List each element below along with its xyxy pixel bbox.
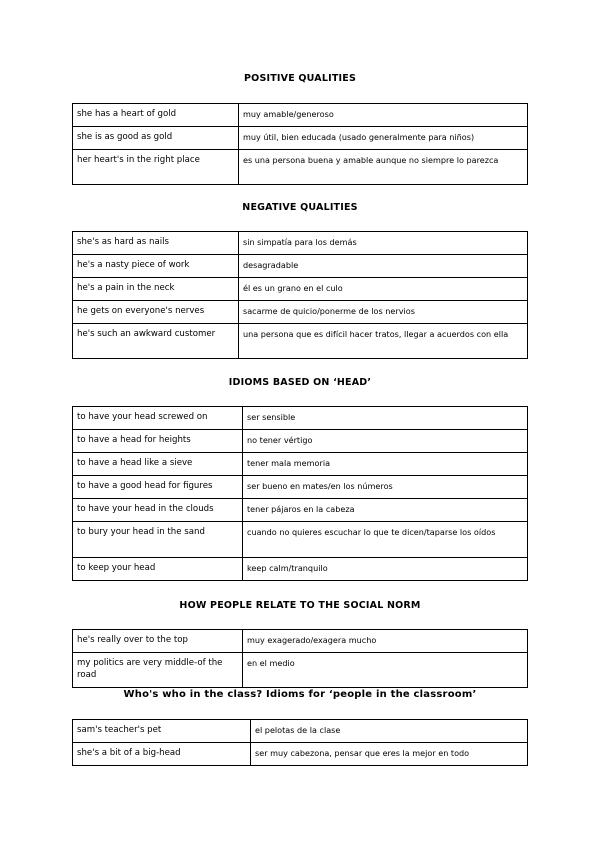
- idiom-cell: she is as good as gold: [73, 127, 239, 150]
- idiom-cell: he's really over to the top: [73, 630, 243, 653]
- idiom-cell: he's a nasty piece of work: [73, 255, 239, 278]
- idiom-cell: he's a pain in the neck: [73, 278, 239, 301]
- meaning-cell: ser muy cabezona, pensar que eres la mejor en todo: [251, 743, 528, 766]
- idiom-cell: she has a heart of gold: [73, 104, 239, 127]
- idiom-cell: she's as hard as nails: [73, 232, 239, 255]
- meaning-cell: muy amable/generoso: [239, 104, 528, 127]
- meaning-cell: el pelotas de la clase: [251, 720, 528, 743]
- table-row: [73, 150, 528, 185]
- idiom-cell: my politics are very middle-of the road: [73, 653, 243, 688]
- table-row: [73, 558, 528, 581]
- meaning-cell: en el medio: [243, 653, 528, 688]
- idiom-cell: her heart's in the right place: [73, 150, 239, 185]
- idiom-cell: to bury your head in the sand: [73, 522, 243, 558]
- table-row: [73, 720, 528, 743]
- table-row: [73, 630, 528, 653]
- meaning-cell: muy exagerado/exagera mucho: [243, 630, 528, 653]
- table-classroom: [72, 719, 528, 766]
- meaning-cell: desagradable: [239, 255, 528, 278]
- idiom-cell: to have a head for heights: [73, 430, 243, 453]
- meaning-cell: keep calm/tranquilo: [243, 558, 528, 581]
- table-row: [73, 278, 528, 301]
- table-positive-qualities: [72, 103, 528, 185]
- meaning-cell: muy útil, bien educada (usado generalmente para niños): [239, 127, 528, 150]
- table-negative-qualities: [72, 231, 528, 359]
- table-row: [73, 407, 528, 430]
- idiom-cell: to have your head screwed on: [73, 407, 243, 430]
- table-social-norm: [72, 629, 528, 688]
- table-row: [73, 653, 528, 688]
- section-heading-idioms-head: IDIOMS BASED ON ‘HEAD’: [228, 377, 372, 388]
- idiom-cell: she's a bit of a big-head: [73, 743, 251, 766]
- section-heading-negative-qualities: NEGATIVE QUALITIES: [242, 202, 358, 213]
- meaning-cell: ser bueno en mates/en los números: [243, 476, 528, 499]
- idiom-cell: to have your head in the clouds: [73, 499, 243, 522]
- table-row: [73, 453, 528, 476]
- meaning-cell: ser sensible: [243, 407, 528, 430]
- section-heading-positive-qualities: POSITIVE QUALITIES: [244, 73, 356, 84]
- table-row: [73, 255, 528, 278]
- idiom-cell: he's such an awkward customer: [73, 324, 239, 359]
- idiom-cell: sam's teacher's pet: [73, 720, 251, 743]
- idiom-cell: he gets on everyone's nerves: [73, 301, 239, 324]
- idiom-cell: to have a good head for figures: [73, 476, 243, 499]
- table-idioms-head: [72, 406, 528, 581]
- section-heading-classroom: Who's who in the class? Idioms for ‘people in the classroom’: [123, 689, 477, 700]
- table-row: [73, 430, 528, 453]
- table-row: [73, 522, 528, 558]
- section-heading-social-norm: HOW PEOPLE RELATE TO THE SOCIAL NORM: [179, 600, 421, 611]
- table-row: [73, 232, 528, 255]
- table-row: [73, 104, 528, 127]
- idiom-cell: to have a head like a sieve: [73, 453, 243, 476]
- meaning-cell: es una persona buena y amable aunque no siempre lo parezca: [239, 150, 528, 185]
- meaning-cell: él es un grano en el culo: [239, 278, 528, 301]
- table-row: [73, 127, 528, 150]
- idiom-cell: to keep your head: [73, 558, 243, 581]
- meaning-cell: tener mala memoria: [243, 453, 528, 476]
- table-row: [73, 324, 528, 359]
- table-row: [73, 499, 528, 522]
- meaning-cell: sacarme de quicio/ponerme de los nervios: [239, 301, 528, 324]
- meaning-cell: cuando no quieres escuchar lo que te dicen/taparse los oídos: [243, 522, 528, 558]
- meaning-cell: no tener vértigo: [243, 430, 528, 453]
- table-row: [73, 743, 528, 766]
- table-row: [73, 301, 528, 324]
- meaning-cell: una persona que es difícil hacer tratos, llegar a acuerdos con ella: [239, 324, 528, 359]
- meaning-cell: tener pájaros en la cabeza: [243, 499, 528, 522]
- table-row: [73, 476, 528, 499]
- meaning-cell: sin simpatía para los demás: [239, 232, 528, 255]
